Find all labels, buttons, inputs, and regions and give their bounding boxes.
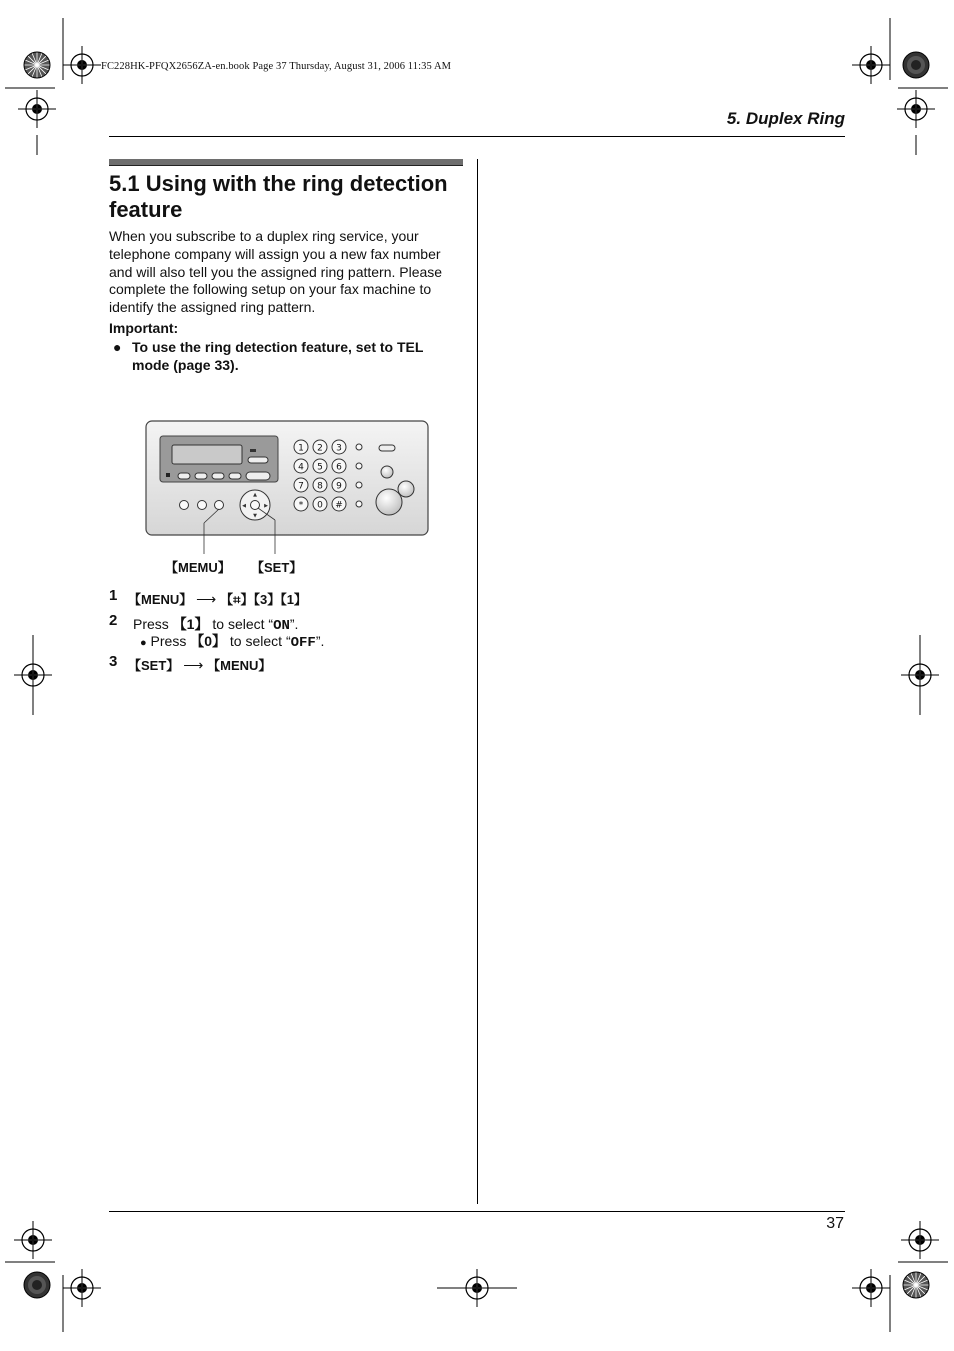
side-button <box>356 463 362 469</box>
menu-button <box>215 501 224 510</box>
footer-rule <box>109 1211 845 1212</box>
step-number: 1 <box>109 587 118 604</box>
intro-paragraph <box>109 228 469 317</box>
status-led <box>166 473 170 477</box>
step-2-sub <box>140 631 324 651</box>
lcd-indicator <box>250 449 256 452</box>
step-text: Press <box>133 616 173 632</box>
step-text: Press <box>150 633 191 649</box>
svg-text:▼: ▼ <box>253 513 257 519</box>
key-label: 6 <box>336 462 342 473</box>
step-text: ”. <box>315 633 325 649</box>
callout-set: 【SET】 <box>251 560 303 575</box>
section-heading-line2: feature <box>109 197 183 222</box>
important-line: mode (page 33). <box>132 357 239 373</box>
start-button <box>376 489 402 515</box>
side-button <box>356 444 362 450</box>
step-text: to select “ <box>226 633 291 649</box>
important-label: Important: <box>109 320 179 336</box>
key-label: 2 <box>317 443 323 454</box>
key-label: 5 <box>317 462 323 473</box>
setting-value: OFF <box>290 635 316 651</box>
key-1-label: 【1】 <box>172 616 209 632</box>
svg-text:▲: ▲ <box>253 492 257 498</box>
column-divider <box>477 159 478 1204</box>
key-label: # <box>335 500 343 511</box>
running-head: 5. Duplex Ring <box>726 109 845 128</box>
intro-line: When you subscribe to a duplex ring service, your <box>109 228 419 244</box>
right-slot <box>379 445 395 451</box>
key-label: 3 <box>336 443 342 454</box>
set-key: 【SET】 <box>128 658 180 673</box>
function-button <box>180 501 189 510</box>
intro-line: and will also tell you the assigned ring pattern. Please <box>109 263 443 280</box>
soft-key <box>178 473 190 479</box>
arrow-icon: ⟶ <box>196 591 217 607</box>
important-note <box>113 338 453 374</box>
fax-panel-figure <box>140 415 435 555</box>
svg-text:◀: ◀ <box>242 503 246 509</box>
section-title-bar <box>109 159 463 166</box>
menu-key: 【MENU】 <box>207 658 272 673</box>
step-1 <box>128 589 307 608</box>
key-0-label: 【0】 <box>190 633 227 649</box>
right-button <box>381 466 393 478</box>
step-number: 3 <box>109 653 118 670</box>
bullet-icon: ● <box>140 637 147 649</box>
stop-button <box>398 481 414 497</box>
side-button <box>356 501 362 507</box>
key-label: 8 <box>317 481 323 492</box>
important-line: To use the ring detection feature, set to TEL <box>132 339 424 355</box>
soft-key <box>195 473 207 479</box>
function-button <box>198 501 207 510</box>
setting-value: ON <box>273 618 290 634</box>
step-text: to select “ <box>208 616 274 632</box>
intro-line: telephone company will assign you a new fax number <box>109 245 441 262</box>
callout-menu: 【MEMU】 <box>165 560 231 575</box>
key-label: 1 <box>298 443 304 454</box>
soft-key <box>246 472 270 480</box>
step-number: 2 <box>109 612 118 629</box>
side-button <box>356 482 362 488</box>
menu-key: 【MENU】 <box>128 592 193 607</box>
display-small-button <box>248 457 268 463</box>
key-label: 4 <box>298 462 304 473</box>
intro-line: identify the assigned ring pattern. <box>109 299 316 316</box>
print-info: FC228HK-PFQX2656ZA-en.book Page 37 Thursday, August 31, 2006 11:35 AM <box>101 61 452 72</box>
soft-key <box>212 473 224 479</box>
page-number: 37 <box>826 1215 844 1232</box>
step-3 <box>128 655 271 674</box>
key-label: * <box>298 500 304 511</box>
intro-line: complete the following setup on your fax machine to <box>109 281 432 298</box>
svg-text:▶: ▶ <box>264 503 268 509</box>
arrow-icon: ⟶ <box>183 657 204 673</box>
section-heading <box>109 171 469 223</box>
header-rule <box>109 136 845 137</box>
lcd-screen <box>172 445 242 464</box>
key-sequence: 【⌗】【3】【1】 <box>220 592 307 607</box>
bullet-icon: ● <box>113 339 122 355</box>
section-heading-line1: 5.1 Using with the ring detection <box>109 171 448 196</box>
key-label: 0 <box>317 500 323 511</box>
soft-key <box>229 473 241 479</box>
key-label: 9 <box>336 481 342 492</box>
step-text: ”. <box>289 616 299 632</box>
key-label: 7 <box>298 481 304 492</box>
